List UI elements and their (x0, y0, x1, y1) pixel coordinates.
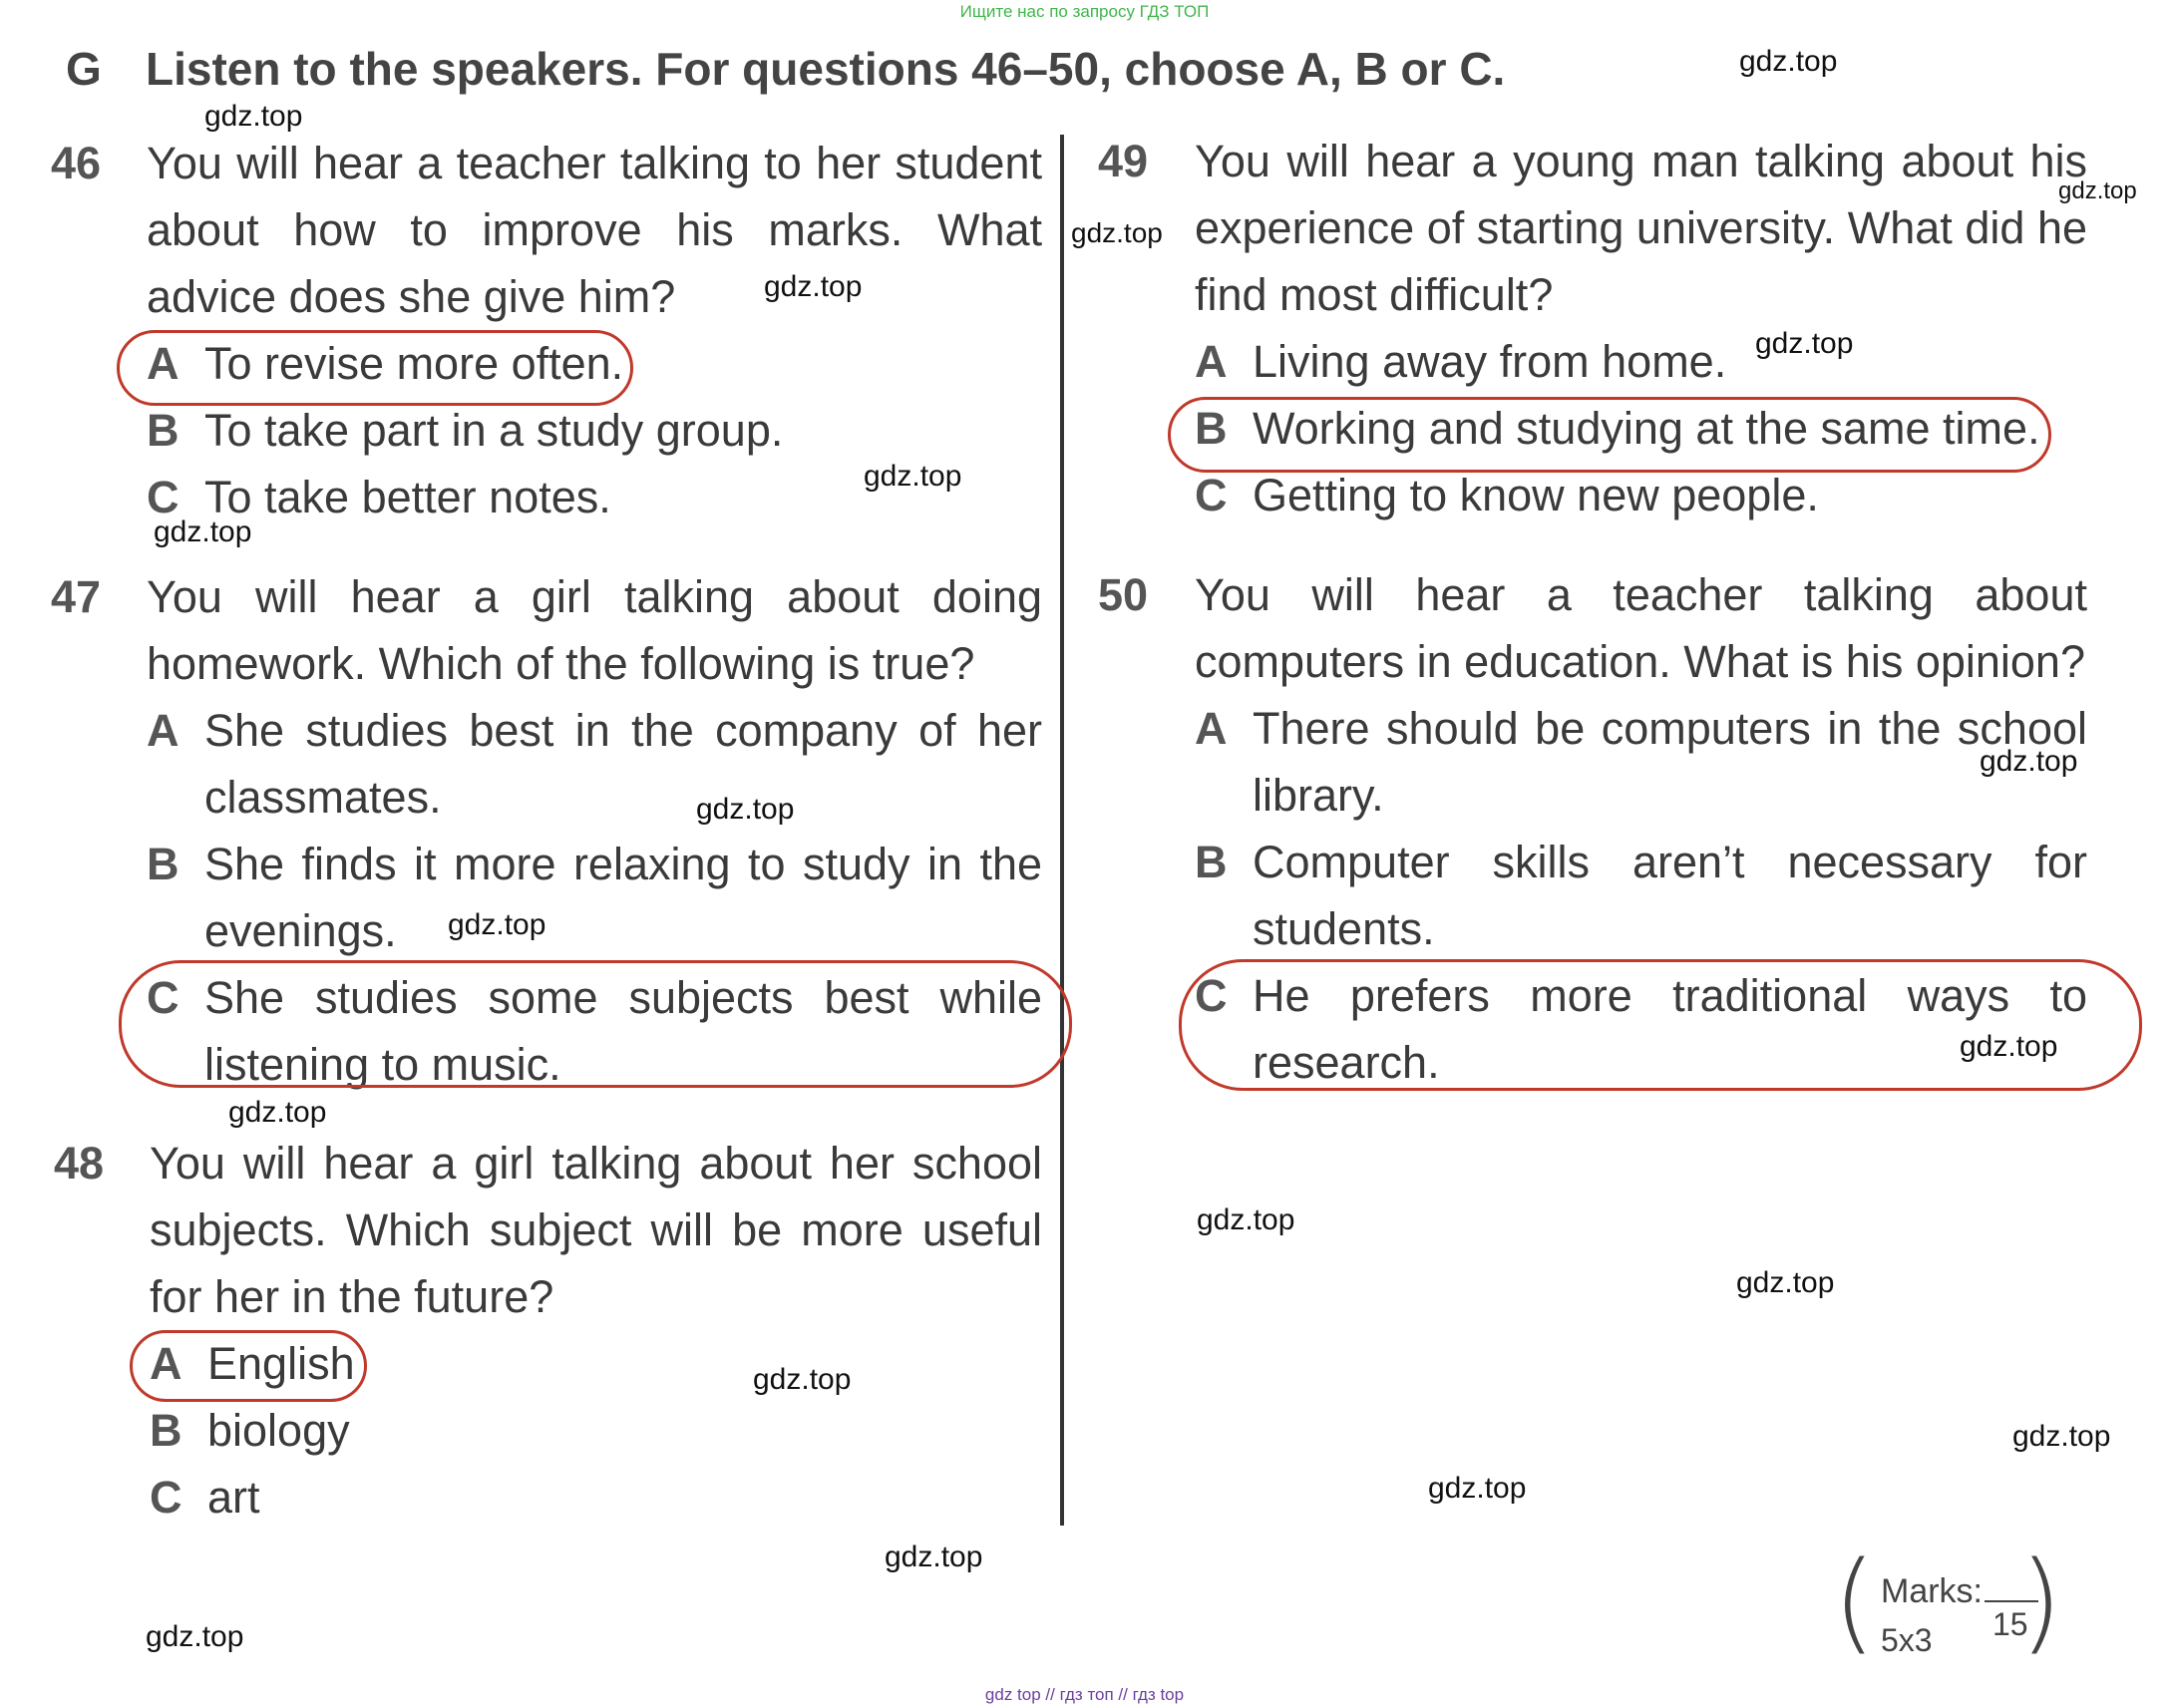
watermark: gdz.top (146, 1620, 244, 1653)
watermark: gdz.top (2012, 1420, 2111, 1453)
option-text: There should be computers in the school library. (1253, 703, 2087, 821)
option-text: He prefers more traditional ways to research. (1253, 970, 2087, 1088)
answer-circle-47c (119, 960, 1072, 1088)
question-number: 46 (51, 138, 102, 188)
option-letter: A (147, 705, 180, 756)
option-text: Working and studying at the same time. (1253, 403, 2040, 454)
watermark: gdz.top (864, 460, 962, 493)
option-text: biology (207, 1405, 350, 1456)
left-parenthesis: ( (1833, 1537, 1876, 1665)
watermark: gdz.top (1755, 327, 1854, 360)
option-a[interactable] (1195, 328, 2087, 395)
question-stem: You will hear a girl talking about her school subjects. Which subject will be more useful for her in the future? (150, 1138, 1042, 1322)
option-letter: A (150, 1338, 182, 1389)
answer-circle-48a (130, 1330, 367, 1402)
option-letter: A (147, 338, 180, 389)
question-stem: You will hear a young man talking about his experience of starting university. What did he find most difficult? (1195, 136, 2087, 320)
option-letter: C (147, 472, 180, 522)
watermark: gdz.top (1736, 1266, 1835, 1299)
option-letter: C (1195, 470, 1228, 520)
option-text: To take better notes. (204, 472, 611, 522)
watermark: gdz.top (204, 100, 303, 133)
bottom-note: gdz top // гдз топ // гдз top (984, 1685, 1185, 1704)
watermark: gdz.top (1960, 1030, 2058, 1063)
option-letter: B (150, 1405, 182, 1456)
question-stem: You will hear a girl talking about doing homework. Which of the following is true? (147, 571, 1042, 689)
question-number: 50 (1098, 569, 1149, 620)
marks-total: 15 (1992, 1606, 2028, 1642)
option-text: English (207, 1338, 355, 1389)
column-divider (1060, 135, 1064, 1526)
marks-formula: 5x3 (1881, 1622, 1933, 1658)
watermark: gdz.top (1197, 1203, 1295, 1236)
option-letter: B (147, 839, 180, 889)
option-letter: B (147, 405, 180, 456)
option-letter: C (1195, 970, 1228, 1021)
watermark: gdz.top (696, 793, 795, 826)
watermark: gdz.top (1739, 45, 1838, 78)
marks-label: Marks: (1881, 1572, 1983, 1610)
option-letter: C (147, 972, 180, 1023)
option-c[interactable] (150, 1464, 1042, 1531)
marks-box (1833, 1537, 2062, 1665)
option-text: She finds it more relaxing to study in the evenings. (204, 839, 1042, 956)
question-number: 49 (1098, 136, 1149, 186)
answer-circle-46a (117, 330, 633, 406)
watermark: gdz.top (1428, 1472, 1527, 1505)
watermark: gdz.top (1071, 217, 1163, 248)
watermark: gdz.top (764, 270, 863, 303)
section-letter: G (66, 43, 102, 95)
option-b[interactable] (150, 1397, 1042, 1464)
right-parenthesis: ) (2019, 1537, 2062, 1665)
option-text: Computer skills aren’t necessary for students. (1253, 837, 2087, 954)
watermark: gdz.top (885, 1540, 983, 1573)
watermark: gdz.top (154, 515, 252, 548)
question-stem: You will hear a teacher talking to her student about how to improve his marks. What advice does she give him? (147, 138, 1042, 322)
section-heading (66, 42, 1505, 96)
option-text: She studies some subjects best while listening to music. (204, 972, 1042, 1090)
watermark: gdz.top (228, 1096, 327, 1129)
question-number: 47 (51, 571, 102, 622)
option-letter: B (1195, 837, 1228, 887)
option-text: art (207, 1472, 260, 1523)
watermark: gdz.top (753, 1363, 852, 1396)
option-letter: C (150, 1472, 182, 1523)
watermark: gdz.top (2058, 177, 2137, 204)
option-text: Getting to know new people. (1253, 470, 1819, 520)
top-note: Ищите нас по запросу ГДЗ ТОП (959, 2, 1210, 21)
option-text: Living away from home. (1253, 336, 1727, 387)
option-a[interactable] (1195, 695, 2087, 829)
watermark: gdz.top (448, 908, 546, 941)
option-a[interactable] (147, 697, 1042, 831)
option-text: To take part in a study group. (204, 405, 784, 456)
option-letter: B (1195, 403, 1228, 454)
option-letter: A (1195, 703, 1228, 754)
watermark: gdz.top (1980, 745, 2078, 778)
option-letter: A (1195, 336, 1228, 387)
answer-circle-50c (1179, 959, 2142, 1091)
section-instruction: Listen to the speakers. For questions 46–50, choose A, B or C. (146, 43, 1506, 95)
question-stem: You will hear a teacher talking about computers in education. What is his opinion? (1195, 569, 2087, 687)
option-b[interactable] (147, 397, 1042, 464)
option-text: To revise more often. (204, 338, 624, 389)
option-b[interactable] (147, 831, 1042, 964)
answer-circle-49b (1168, 397, 2051, 473)
option-text: She studies best in the company of her classmates. (204, 705, 1042, 823)
question-number: 48 (54, 1138, 105, 1189)
option-b[interactable] (1195, 829, 2087, 962)
